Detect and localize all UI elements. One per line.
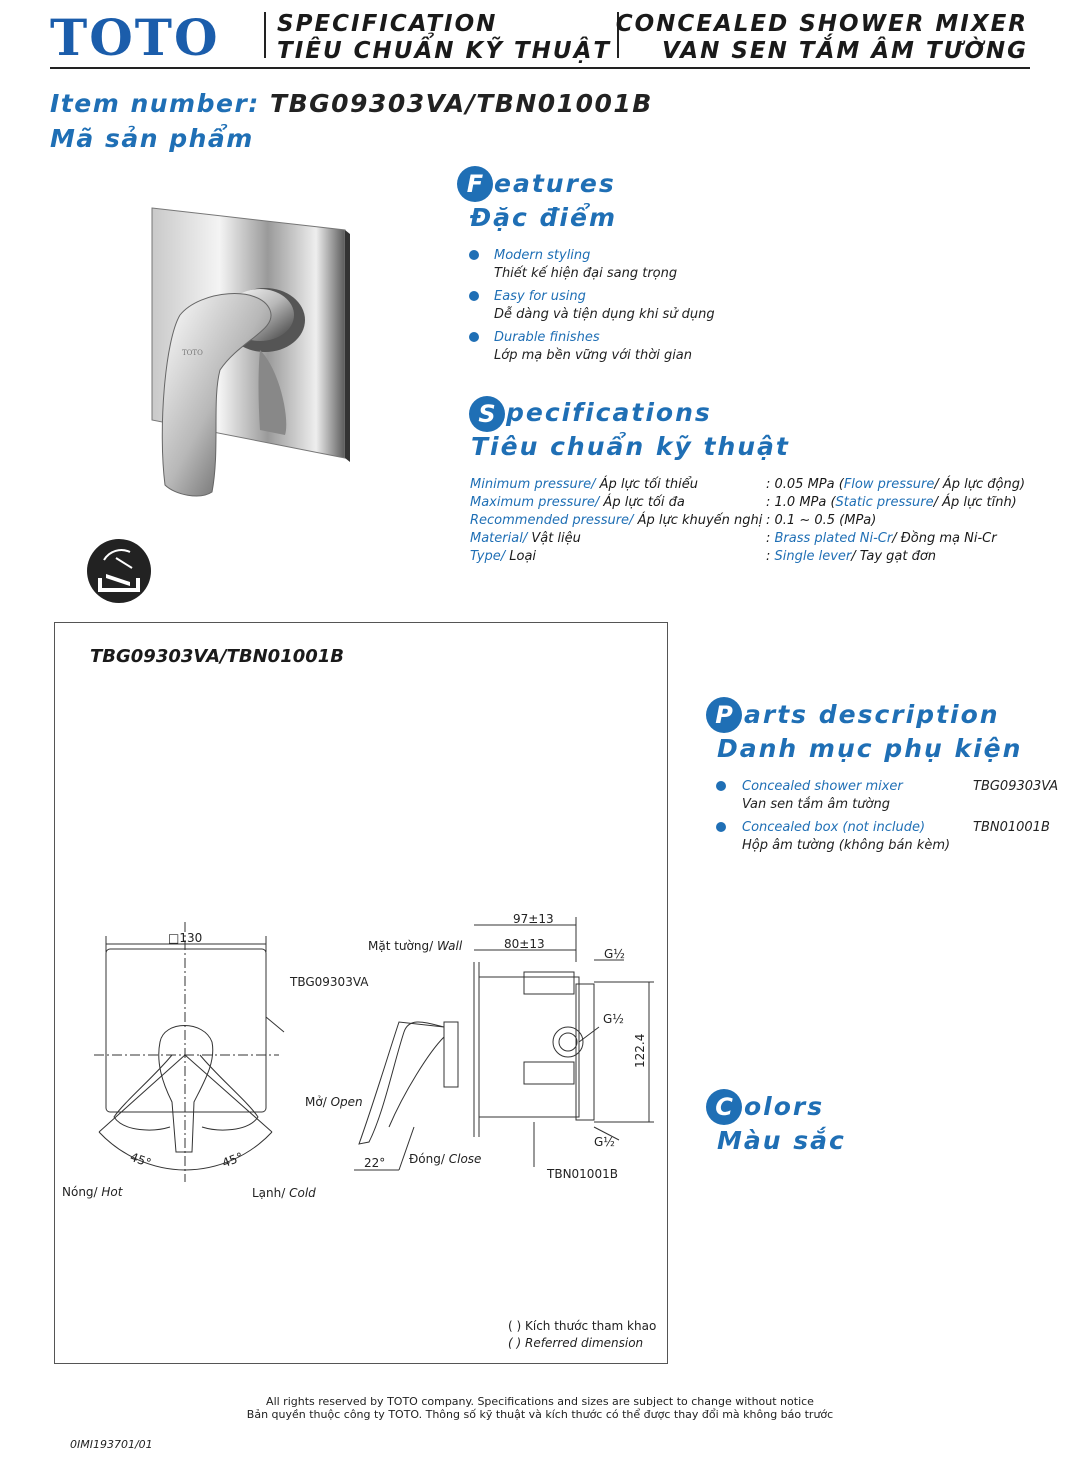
spec-label-vi: Vật liệu [527, 531, 581, 546]
part-code: TBG09303VA [973, 779, 1059, 794]
spec-label-en: Material/ [470, 531, 528, 546]
spec-value-c: / Tay gạt đơn [851, 549, 937, 564]
header-product-en: CONCEALED SHOWER MIXER [615, 11, 1028, 37]
ref-dimension-en: ( ) Referred dimension [508, 1336, 644, 1350]
dim-hot-vi: Nóng/ [62, 1185, 102, 1199]
spec-value [766, 494, 1017, 512]
part-en: Concealed box (not include) [742, 820, 926, 835]
dim-model-box: TBN01001B [547, 1167, 618, 1181]
spec-value-c: / Áp lực tĩnh) [933, 495, 1017, 510]
spec-label-en: Recommended pressure/ [470, 513, 634, 528]
features-badge: F [457, 166, 493, 202]
dim-open-vi: Mở/ [305, 1095, 331, 1109]
spec-row [470, 530, 997, 548]
bullet-icon [469, 250, 479, 260]
footer-copyright-en: All rights reserved by TOTO company. Specifications and sizes are subject to change without notice [266, 1395, 814, 1408]
spec-label-vi: Áp lực tối thiểu [595, 477, 699, 492]
spec-value [766, 548, 936, 566]
spec-value-a: : 0.05 MPa ( [766, 477, 844, 492]
colors-badge: C [706, 1089, 742, 1125]
drawing-title: TBG09303VA/TBN01001B [90, 646, 345, 667]
part-vi: Hộp âm tường (không bán kèm) [742, 838, 951, 853]
feature-vi: Dễ dàng và tiện dụng khi sử dụng [494, 307, 715, 322]
spec-value-a: : 0.1 ~ 0.5 (MPa) [766, 513, 877, 528]
dim-g-bottom: G½ [594, 1135, 615, 1149]
item-number-value: TBG09303VA/TBN01001B [270, 89, 653, 118]
spec-label-vi: Loại [505, 549, 537, 564]
dim-wall-vi: Mặt tường/ [368, 939, 437, 953]
document-id: 0IMI193701/01 [70, 1438, 153, 1451]
parts-title-en: arts description [744, 700, 1000, 729]
item-number-label: Item number: [50, 89, 260, 118]
specifications-title-vi: Tiêu chuẩn kỹ thuật [471, 432, 790, 461]
dim-close-vi: Đóng/ [409, 1152, 449, 1166]
dim-97: 97±13 [513, 912, 554, 926]
feature-vi: Lớp mạ bền vững với thời gian [494, 348, 693, 363]
spec-row [470, 494, 1017, 512]
spec-value-b: Brass plated Ni-Cr [774, 531, 893, 546]
spec-value-b: Static pressure [835, 495, 934, 510]
dim-22: 22° [364, 1156, 386, 1170]
features-title-en: eatures [494, 169, 616, 198]
spec-value [766, 512, 876, 530]
spec-label-en: Type/ [470, 549, 506, 564]
dim-model-top: TBG09303VA [290, 975, 369, 989]
svg-text:TOTO: TOTO [182, 349, 203, 357]
spec-row [470, 512, 877, 530]
header-product-vi: VAN SEN TẮM ÂM TƯỜNG [662, 38, 1028, 64]
dim-g-mid: G½ [603, 1012, 624, 1026]
dim-square: □130 [168, 931, 203, 945]
dim-80: 80±13 [504, 937, 545, 951]
spec-value-c: / Áp lực động) [934, 477, 1026, 492]
dim-45-left: 45° [128, 1149, 154, 1171]
dim-122: 122.4 [633, 1033, 647, 1068]
toto-logo: TOTO [50, 8, 220, 67]
colors-title-en: olors [744, 1092, 825, 1121]
specifications-title-en: pecifications [506, 398, 712, 427]
specifications-badge: S [469, 396, 505, 432]
header-spec-vi: TIÊU CHUẨN KỸ THUẬT [277, 38, 612, 64]
spec-label-en: Minimum pressure/ [470, 477, 596, 492]
dim-wall-en: Wall [436, 939, 463, 953]
feature-vi: Thiết kế hiện đại sang trọng [494, 266, 678, 281]
dim-hot-en: Hot [101, 1185, 123, 1199]
feature-en: Easy for using [494, 289, 586, 304]
spec-value-a: : [766, 549, 775, 564]
part-en: Concealed shower mixer [742, 779, 903, 794]
spec-row [470, 476, 1026, 494]
bullet-icon [469, 332, 479, 342]
spec-row [470, 548, 937, 566]
bullet-icon [469, 291, 479, 301]
item-number-label-vi: Mã sản phẩm [50, 124, 254, 153]
spec-value [766, 476, 1025, 494]
feature-en: Durable finishes [494, 330, 600, 345]
spec-value-a: : 1.0 MPa ( [766, 495, 836, 510]
dim-cold [252, 1186, 316, 1200]
bullet-icon [716, 781, 726, 791]
spec-table [470, 476, 1026, 566]
dim-close-en: Close [448, 1152, 482, 1166]
spec-value-b: Flow pressure [843, 477, 935, 492]
colors-title-vi: Màu sắc [717, 1126, 846, 1155]
header-rule [50, 67, 1030, 69]
footer-copyright-vi: Bản quyền thuộc công ty TOTO. Thông số kỹ thuật và kích thước có thể được thay đổi mà không báo trước [246, 1408, 834, 1421]
header-separator [264, 12, 266, 58]
ref-dimension-vi: ( ) Kích thước tham khao [508, 1319, 657, 1333]
spec-value-c: / Đồng mạ Ni-Cr [892, 531, 997, 546]
technical-drawing [54, 622, 668, 1364]
spec-value-a: : [766, 531, 775, 546]
header-spec-en: SPECIFICATION [277, 11, 498, 37]
single-lever-icon [86, 538, 152, 604]
spec-value-b: Single lever [774, 549, 852, 564]
dim-hot [62, 1185, 122, 1199]
product-image [140, 200, 360, 510]
dim-g-top: G½ [604, 947, 625, 961]
spec-value [766, 530, 997, 548]
spec-label-vi: Áp lực tối đa [599, 495, 685, 510]
spec-label-en: Maximum pressure/ [470, 495, 600, 510]
feature-en: Modern styling [494, 248, 591, 263]
dim-cold-vi: Lạnh/ [252, 1186, 290, 1200]
bullet-icon [716, 822, 726, 832]
spec-label-vi: Áp lực khuyến nghị [633, 513, 763, 528]
parts-title-vi: Danh mục phụ kiện [717, 734, 1023, 763]
dim-cold-en: Cold [289, 1186, 316, 1200]
dim-close [409, 1152, 481, 1166]
part-vi: Van sen tắm âm tường [742, 797, 890, 812]
dim-wall [368, 939, 462, 953]
parts-badge: P [706, 697, 742, 733]
dim-open-en: Open [330, 1095, 363, 1109]
dim-open [305, 1095, 363, 1109]
part-code: TBN01001B [973, 820, 1050, 835]
dim-45-right: 45° [220, 1149, 246, 1171]
item-number [50, 88, 653, 120]
features-title-vi: Đặc điểm [470, 203, 617, 232]
